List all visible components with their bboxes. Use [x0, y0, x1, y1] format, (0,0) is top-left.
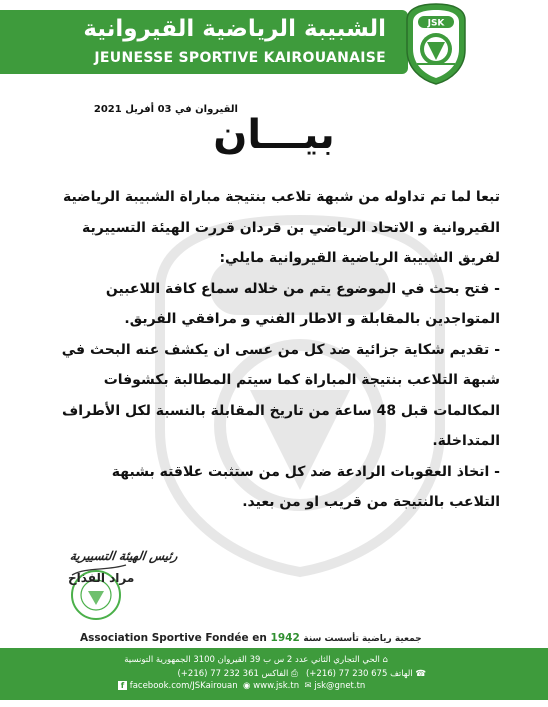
club-name-arabic: الشبيبة الرياضية القيروانية: [83, 16, 386, 42]
document-title: بيـــان: [213, 112, 335, 158]
signatory-name: مراد الفذاح: [68, 571, 135, 585]
association-year: 1942: [270, 632, 300, 644]
footer-phone: الهاتف 675 230 77 (216+): [305, 669, 413, 679]
jsk-crest-icon: [405, 2, 467, 86]
footer-website-link[interactable]: www.jsk.tn: [253, 681, 300, 691]
footer-address: ⌂ الحي التجاري الثاني عدد 2 س ب 39 القيروان 3100 الجمهورية التونسية: [124, 655, 388, 665]
phone-icon: ☎: [412, 669, 426, 679]
footer-online: [118, 681, 365, 691]
association-arabic: جمعية رياضية تأسست سنة: [303, 634, 422, 644]
letterhead: [0, 0, 548, 86]
decision-item-complaint: - تقديم شكاية جزائية ضد كل من عسى ان يكشف عنه البحث في شبهة التلاعب بنتيجة المباراة كما سيتم المطالبة بكشوفات المكالمات قبل 48 ساعة من تاريخ المقابلة بالنسبة لكل الأطراف المتداخلة.: [61, 341, 500, 449]
footer-bar: [0, 648, 548, 700]
fax-icon: ⎙: [288, 669, 298, 679]
svg-text:JSK: JSK: [427, 18, 445, 29]
footer-fax: الفاكس 361 232 77 (216+): [177, 669, 289, 679]
facebook-icon: f: [118, 681, 127, 690]
home-icon: ⌂: [379, 655, 388, 665]
statement-body: [60, 182, 500, 518]
email-icon: ✉: [304, 681, 312, 691]
intro-paragraph: تبعا لما تم تداوله من شبهة تلاعب بنتيجة مباراة الشبيبة الرياضية القيروانية و الاتحاد الرياضي بن قردان قررت الهيئة التسييرية لفريق الشبيبة الرياضية القيروانية مايلي:: [62, 189, 500, 266]
footer-contact-numbers: [177, 669, 426, 679]
association-founding-line: [80, 632, 422, 644]
signatory-title: رئيس الهيئة التسييرية: [69, 549, 179, 563]
footer-email-link[interactable]: jsk@gnet.tn: [314, 681, 366, 691]
document-date: القيروان في 03 أفريل 2021: [93, 104, 238, 115]
footer-facebook-link[interactable]: facebook.com/JSKairouan: [129, 681, 238, 691]
decision-item-investigation: - فتح بحث في الموضوع يتم من خلاله سماع كافة اللاعبين المتواجدين بالمقابلة و الاطار الفني و مرافقي الفريق.: [105, 280, 500, 327]
club-name-french: JEUNESSE SPORTIVE KAIROUANAISE: [94, 50, 386, 66]
association-prefix: Association Sportive Fondée en: [80, 632, 267, 644]
globe-icon: ◉: [243, 681, 251, 691]
decision-item-sanctions: - اتخاذ العقوبات الرادعة ضد كل من ستثبت علاقته بشبهة التلاعب بالنتيجة من قريب او من بعيد.: [111, 463, 500, 510]
club-banner: [0, 10, 408, 74]
